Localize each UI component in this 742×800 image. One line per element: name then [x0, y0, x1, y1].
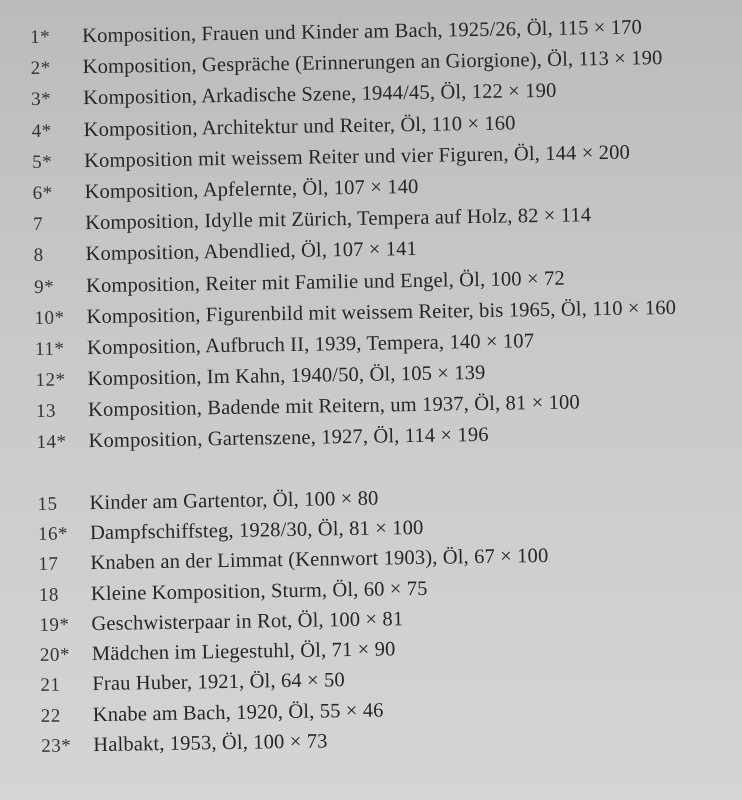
entry-title: Geschwisterpaar in Rot, Öl, 100 × 81	[91, 608, 404, 635]
entry-title: Mädchen im Liegestuhl, Öl, 71 × 90	[91, 638, 396, 666]
catalog-section-portraits	[37, 482, 741, 766]
entry-number: 21	[40, 675, 61, 697]
entry-title: Halbakt, 1953, Öl, 100 × 73	[93, 730, 328, 757]
entry-title: Komposition, Reiter mit Familie und Engel, Öl, 100 × 72	[85, 267, 565, 297]
entry-title: Frau Huber, 1921, Öl, 64 × 50	[92, 669, 346, 696]
entry-number: 2*	[30, 57, 51, 80]
entry-title: Komposition, Aufbruch II, 1939, Tempera, 140 × 107	[86, 329, 535, 360]
entry-number: 15	[37, 493, 58, 515]
entry-number: 7	[32, 213, 44, 236]
entry-number: 17	[38, 553, 59, 576]
entry-number: 10*	[34, 307, 65, 329]
entry-title: Komposition, Arkadische Szene, 1944/45, Öl, 122 × 190	[82, 80, 557, 110]
entry-title: Knaben an der Limmat (Kennwort 1903), Öl, 67 × 100	[90, 545, 549, 575]
entry-title: Kleine Komposition, Sturm, Öl, 60 × 75	[90, 577, 428, 605]
entry-title: Komposition, Im Kahn, 1940/50, Öl, 105 × 139	[87, 361, 486, 391]
entry-title: Komposition, Frauen und Kinder am Bach, 1925/26, Öl, 115 × 170	[81, 16, 643, 48]
entry-title: Knabe am Bach, 1920, Öl, 55 × 46	[92, 699, 384, 726]
entry-number: 6*	[32, 182, 53, 204]
entry-title: Komposition, Gartenszene, 1927, Öl, 114 × 196	[88, 424, 489, 453]
entry-title: Kinder am Gartentor, Öl, 100 × 80	[89, 487, 379, 514]
entry-number: 13	[35, 400, 57, 423]
entry-number: 12*	[35, 369, 66, 392]
entry-number: 1*	[30, 26, 51, 48]
entry-number: 20*	[39, 644, 71, 667]
entry-title: Komposition, Badende mit Reitern, um 1937, Öl, 81 × 100	[87, 391, 581, 422]
entry-number: 14*	[36, 431, 67, 454]
entry-title: Dampfschiffsteg, 1928/30, Öl, 81 × 100	[89, 516, 424, 545]
entry-title: Komposition, Idylle mit Zürich, Tempera auf Holz, 82 × 114	[84, 204, 592, 235]
entry-title: Komposition, Gespräche (Erinnerungen an Giorgione), Öl, 113 × 190	[82, 47, 663, 79]
entry-number: 9*	[33, 276, 55, 298]
entry-number: 8	[33, 245, 44, 267]
entry-number: 4*	[31, 120, 52, 142]
entry-number: 11*	[34, 338, 65, 360]
entry-number: 5*	[31, 151, 53, 173]
entry-title: Komposition, Figurenbild mit weissem Reiter, bis 1965, Öl, 110 × 160	[86, 296, 677, 328]
entry-number: 16*	[37, 523, 69, 545]
entry-number: 19*	[39, 614, 70, 636]
entry-title: Komposition mit weissem Reiter und vier Figuren, Öl, 144 × 200	[83, 141, 631, 172]
entry-number: 22	[40, 705, 62, 727]
catalog-list	[30, 15, 742, 765]
entry-number: 23*	[41, 735, 72, 757]
catalog-section-compositions	[30, 15, 737, 463]
entry-number: 18	[38, 584, 60, 606]
entry-title: Komposition, Architektur und Reiter, Öl, 110 × 160	[83, 111, 516, 141]
entry-title: Komposition, Apfelernte, Öl, 107 × 140	[84, 175, 419, 204]
entry-number: 3*	[30, 89, 52, 111]
entry-title: Komposition, Abendlied, Öl, 107 × 141	[85, 238, 418, 266]
